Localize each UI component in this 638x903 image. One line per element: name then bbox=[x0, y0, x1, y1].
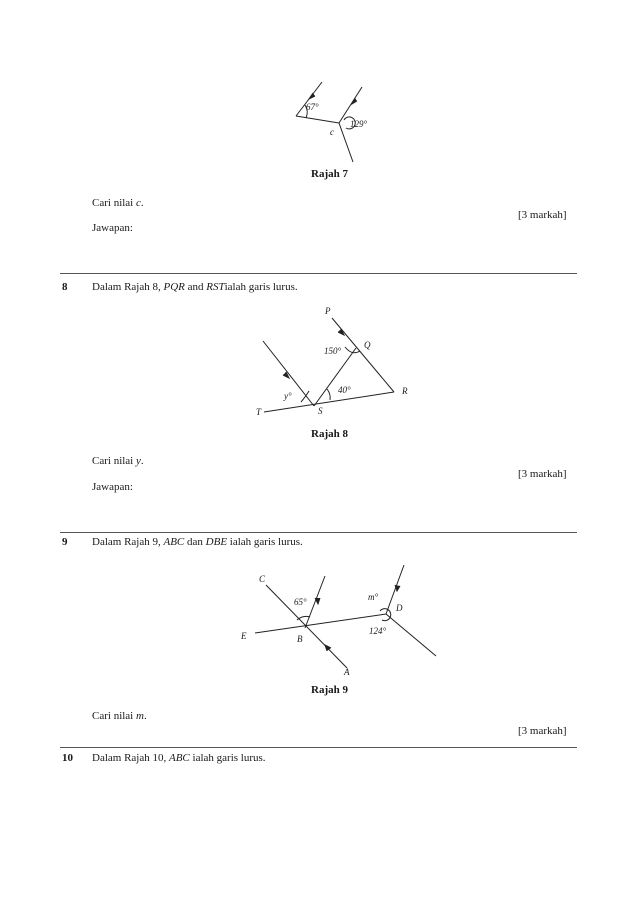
q7-angle-67-label: 67° bbox=[306, 102, 319, 112]
q9-angle-m-label: m° bbox=[368, 592, 379, 602]
q7-answer-label: Jawapan: bbox=[92, 222, 133, 234]
q10-number: 10 bbox=[62, 752, 73, 764]
q10-stem bbox=[92, 752, 266, 764]
q7-prompt-var: c bbox=[136, 197, 141, 209]
q7-prompt bbox=[92, 197, 144, 209]
q9-label-D: D bbox=[396, 603, 403, 613]
q9-line-B-up bbox=[305, 576, 325, 628]
q8-prompt-post: . bbox=[140, 455, 144, 467]
q8-angle-y-label: y° bbox=[284, 391, 292, 401]
q9-arc-D bbox=[380, 609, 391, 621]
q9-stem-v1: ABC bbox=[163, 536, 185, 548]
q8-stem-p1: Dalam Rajah 8, bbox=[92, 281, 164, 293]
q9-stem-p2: dan bbox=[184, 536, 206, 548]
q9-angle-65-label: 65° bbox=[294, 597, 307, 607]
q9-line-EBD bbox=[255, 614, 386, 633]
q9-caption: Rajah 9 bbox=[311, 684, 348, 696]
q8-line-QS bbox=[314, 348, 356, 406]
q8-stem-p3: ialah garis lurus. bbox=[224, 281, 298, 293]
q8-arc-150 bbox=[345, 347, 360, 353]
q9-arrow-up-D bbox=[395, 585, 400, 591]
q8-prompt bbox=[92, 455, 144, 467]
q9-label-C: C bbox=[259, 574, 266, 584]
q7-line-base bbox=[296, 116, 339, 123]
q9-marks: [3 markah] bbox=[518, 725, 567, 737]
q9-angle-124-label: 124° bbox=[369, 626, 387, 636]
q9-arrow-up-B bbox=[315, 598, 320, 604]
divider-q8-q9 bbox=[60, 532, 577, 533]
q7-line-right-up bbox=[339, 87, 362, 123]
q8-stem bbox=[92, 281, 298, 293]
q7-marks: [3 markah] bbox=[518, 209, 567, 221]
q8-label-P: P bbox=[325, 306, 331, 316]
q8-arrow-left bbox=[283, 372, 289, 378]
q8-angle-40-label: 40° bbox=[338, 385, 351, 395]
q8-stem-v1: PQR bbox=[163, 281, 185, 293]
q9-stem-v2: DBE bbox=[205, 536, 228, 548]
q8-stem-v2: RST bbox=[206, 281, 225, 293]
q9-prompt-post: . bbox=[143, 710, 147, 722]
q9-label-E: E bbox=[241, 631, 247, 641]
q7-arrow-left bbox=[309, 93, 315, 99]
q10-stem-p2: ialah garis lurus. bbox=[189, 752, 266, 764]
q8-angle-150-label: 150° bbox=[324, 346, 342, 356]
q9-prompt bbox=[92, 710, 147, 722]
q8-arc-y bbox=[301, 391, 309, 402]
q9-prompt-var: m bbox=[136, 710, 144, 722]
q9-number: 9 bbox=[62, 536, 68, 548]
q10-stem-v1: ABC bbox=[168, 752, 190, 764]
q9-stem bbox=[92, 536, 303, 548]
q8-number: 8 bbox=[62, 281, 68, 293]
q9-stem-p3: ialah garis lurus. bbox=[227, 536, 303, 548]
q9-prompt-pre: Cari nilai bbox=[92, 710, 136, 722]
q8-prompt-var: y bbox=[136, 455, 141, 467]
divider-q9-q10 bbox=[60, 747, 577, 748]
q8-stem-p2: and bbox=[184, 281, 207, 293]
q8-label-T: T bbox=[256, 407, 262, 417]
q8-answer-label: Jawapan: bbox=[92, 481, 133, 493]
q9-arrow-A bbox=[325, 645, 331, 651]
q8-marks: [3 markah] bbox=[518, 468, 567, 480]
divider-q7-q8 bbox=[60, 273, 577, 274]
q8-line-PQR bbox=[332, 318, 394, 392]
q7-prompt-post: . bbox=[140, 197, 144, 209]
q9-label-B: B bbox=[297, 634, 303, 644]
q7-prompt-pre: Cari nilai bbox=[92, 197, 136, 209]
q7-caption: Rajah 7 bbox=[311, 168, 348, 180]
q7-arrow-right bbox=[352, 98, 357, 104]
q7-angle-129-label: 129° bbox=[350, 119, 368, 129]
q9-label-A: A bbox=[344, 667, 350, 677]
q10-stem-p1: Dalam Rajah 10, bbox=[92, 752, 169, 764]
q9-arc-65 bbox=[297, 616, 310, 620]
q8-caption: Rajah 8 bbox=[311, 428, 348, 440]
q8-arc-40 bbox=[327, 389, 330, 400]
q7-label-c: c bbox=[330, 127, 334, 137]
q8-prompt-pre: Cari nilai bbox=[92, 455, 136, 467]
q8-label-S: S bbox=[318, 406, 323, 416]
q8-arrow-top bbox=[338, 329, 344, 335]
q9-line-D-down bbox=[386, 614, 436, 656]
q9-stem-p1: Dalam Rajah 9, bbox=[92, 536, 164, 548]
q8-label-Q: Q bbox=[364, 340, 371, 350]
q8-label-R: R bbox=[402, 386, 408, 396]
